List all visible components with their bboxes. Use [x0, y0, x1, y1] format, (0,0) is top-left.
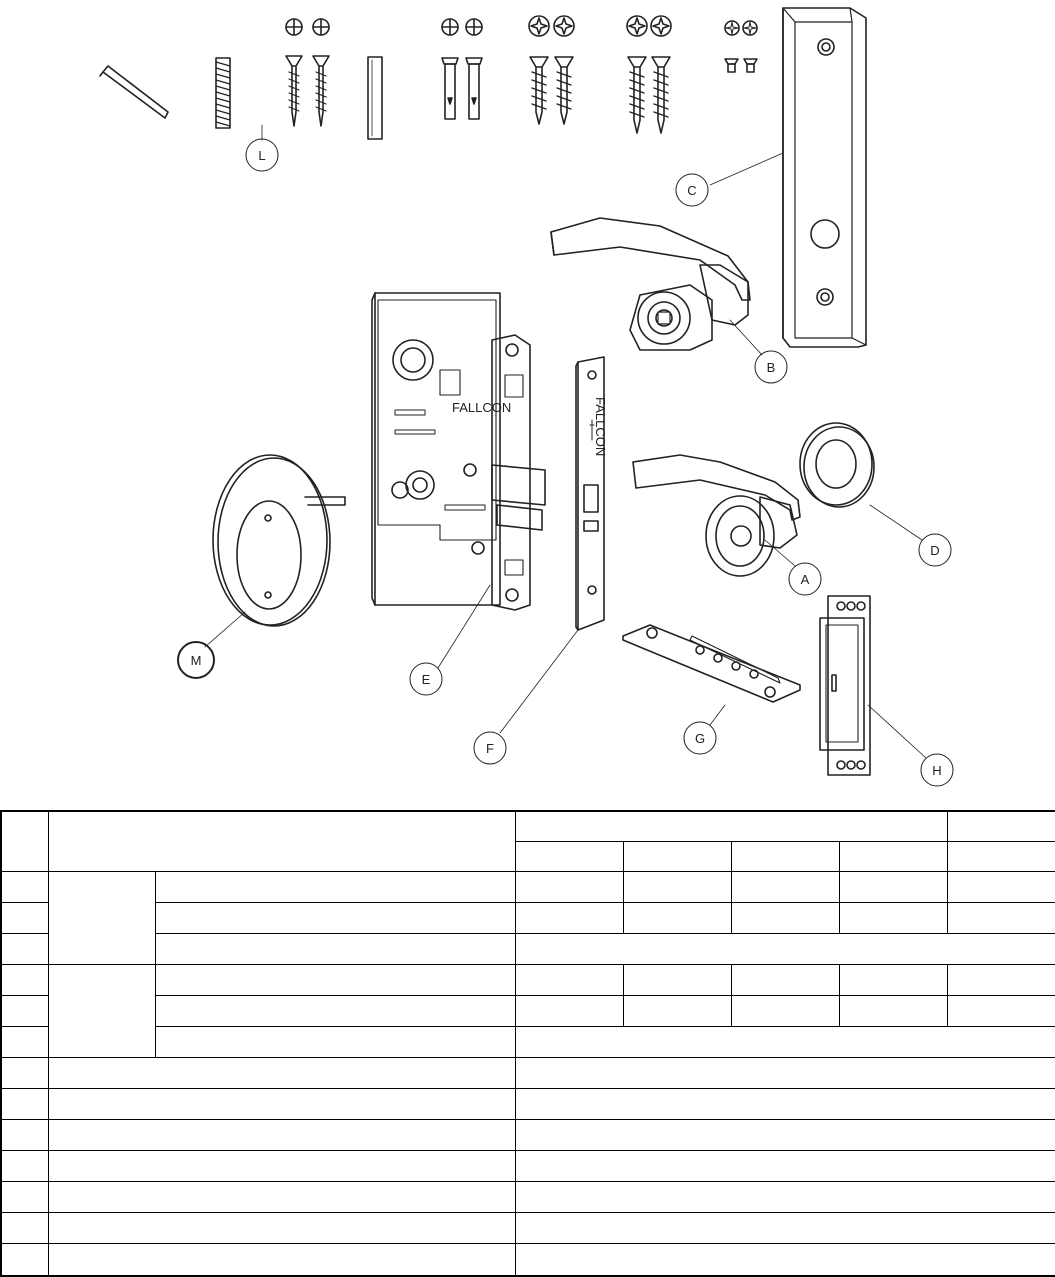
lock-body-logo-text: FALLCON: [452, 400, 512, 415]
table-cell: [155, 965, 515, 996]
table-cell: [623, 903, 731, 934]
strike-box: [820, 596, 870, 775]
table-cell: [731, 872, 839, 903]
table-cell: [839, 872, 947, 903]
table-cell: [1, 1213, 48, 1244]
table-cell: [515, 965, 623, 996]
table-cell: [515, 1151, 1055, 1182]
callout-label-M: M: [190, 653, 202, 668]
small-screw-1: [725, 59, 738, 72]
callout-label-H: H: [932, 763, 942, 778]
table-cell: [515, 1213, 1055, 1244]
table-cell: [839, 903, 947, 934]
table-cell: [839, 965, 947, 996]
small-screw-2: [744, 59, 757, 72]
callout-G: [684, 705, 725, 754]
table-cell: [1, 996, 48, 1027]
long-screw-1: [628, 57, 646, 133]
table-cell: [48, 1089, 515, 1120]
table-row: [1, 872, 1055, 903]
table-cell: [48, 1058, 515, 1089]
table-cell: [515, 1058, 1055, 1089]
callout-label-E: E: [421, 672, 431, 687]
table-row: [1, 1027, 1055, 1058]
table-row: [1, 1151, 1055, 1182]
phillips-head-icon-4: [466, 19, 482, 35]
small-cross-head-icon-2: [743, 21, 757, 35]
table-cell: [48, 1244, 515, 1277]
spring: [216, 58, 230, 128]
table-row: [1, 996, 1055, 1027]
table-cell: [48, 1151, 515, 1182]
armor-front: [576, 357, 608, 630]
table-header-cell: [623, 842, 731, 872]
table-cell: [1, 1244, 48, 1277]
spindle-bar: [368, 57, 382, 139]
inside-lever: [633, 455, 800, 576]
callout-B: [730, 320, 787, 383]
table-cell: [1, 1182, 48, 1213]
table-cell: [515, 934, 1055, 965]
table-cell: [731, 996, 839, 1027]
table-cell: [1, 903, 48, 934]
table-cell: [1, 965, 48, 996]
table-cell: [623, 965, 731, 996]
wood-screw-1: [286, 56, 302, 126]
table-row: [1, 1120, 1055, 1151]
table-group-cell: [48, 872, 155, 965]
callout-C: [676, 153, 783, 206]
table-cell: [1, 1027, 48, 1058]
table-cell: [155, 1027, 515, 1058]
cross-head-icon-3: [627, 16, 647, 36]
outside-lever: [551, 218, 750, 350]
table-row: [1, 1058, 1055, 1089]
table-row: [1, 1213, 1055, 1244]
table-header-cell: [515, 842, 623, 872]
phillips-head-icon-1: [286, 19, 302, 35]
table-row: [1, 1089, 1055, 1120]
table-cell: [947, 996, 1055, 1027]
callout-label-G: G: [694, 731, 706, 746]
table-cell: [515, 1182, 1055, 1213]
cross-head-icon-4: [651, 16, 671, 36]
table-group-cell: [48, 965, 155, 1058]
table-row: [1, 1182, 1055, 1213]
table-cell: [731, 965, 839, 996]
small-cross-head-icon-1: [725, 21, 739, 35]
cross-head-icon-2: [554, 16, 574, 36]
table-cell: [1, 1120, 48, 1151]
callout-label-C: C: [687, 183, 697, 198]
table-cell: [48, 1213, 515, 1244]
tapping-screw-1: [530, 57, 548, 124]
callout-label-B: B: [766, 360, 776, 375]
rose-ring: [213, 455, 345, 626]
tapping-screw-2: [555, 57, 573, 124]
table-cell: [515, 1089, 1055, 1120]
cross-head-icon-1: [529, 16, 549, 36]
sex-bolt-2: [466, 58, 482, 119]
table-cell: [1, 934, 48, 965]
sex-bolt-1: [442, 58, 458, 119]
table-header-cell: [48, 811, 515, 872]
table-cell: [155, 996, 515, 1027]
table-cell: [155, 934, 515, 965]
long-screw-2: [652, 57, 670, 133]
phillips-head-icon-2: [313, 19, 329, 35]
table-cell: [515, 903, 623, 934]
allen-key: [100, 66, 168, 118]
table-cell: [623, 872, 731, 903]
table-cell: [515, 1120, 1055, 1151]
callout-label-A: A: [800, 572, 810, 587]
table-cell: [1, 872, 48, 903]
table-header-cell: [947, 842, 1055, 872]
table-header-cell: [947, 811, 1055, 842]
table-cell: [515, 1244, 1055, 1277]
table-cell: [839, 996, 947, 1027]
table-cell: [731, 903, 839, 934]
table-cell: [947, 965, 1055, 996]
mortise-lock-body: [372, 293, 511, 605]
table-cell: [947, 872, 1055, 903]
table-cell: [155, 903, 515, 934]
table-row: [1, 934, 1055, 965]
table-header-cell: [1, 811, 48, 872]
callout-M: [178, 612, 245, 678]
table-row: [1, 903, 1055, 934]
table-cell: [48, 1120, 515, 1151]
table-cell: [947, 903, 1055, 934]
table-cell: [1, 1151, 48, 1182]
faceplate-logo-text: FALLCON: [593, 397, 608, 457]
callout-A: [765, 540, 821, 595]
table-cell: [48, 1182, 515, 1213]
callout-label-D: D: [930, 543, 940, 558]
table-header-cell: [731, 842, 839, 872]
table-cell: [1, 1089, 48, 1120]
escutcheon-plate: [783, 8, 866, 347]
table-row: [1, 1244, 1055, 1277]
table-header-row: [1, 811, 1055, 842]
rose-trim: [800, 423, 874, 507]
table-cell: [623, 996, 731, 1027]
table-cell: [515, 1027, 1055, 1058]
callout-label-L: L: [258, 148, 266, 163]
table-row: [1, 965, 1055, 996]
strike-plate: [623, 625, 800, 702]
phillips-head-icon-3: [442, 19, 458, 35]
table-cell: [515, 996, 623, 1027]
table-cell: [515, 872, 623, 903]
table-cell: [155, 872, 515, 903]
parts-table: [0, 810, 1055, 1277]
table-cell: [1, 1058, 48, 1089]
table-header-cell: [515, 811, 947, 842]
table-header-cell: [839, 842, 947, 872]
callout-label-F: F: [486, 741, 494, 756]
wood-screw-2: [313, 56, 329, 126]
